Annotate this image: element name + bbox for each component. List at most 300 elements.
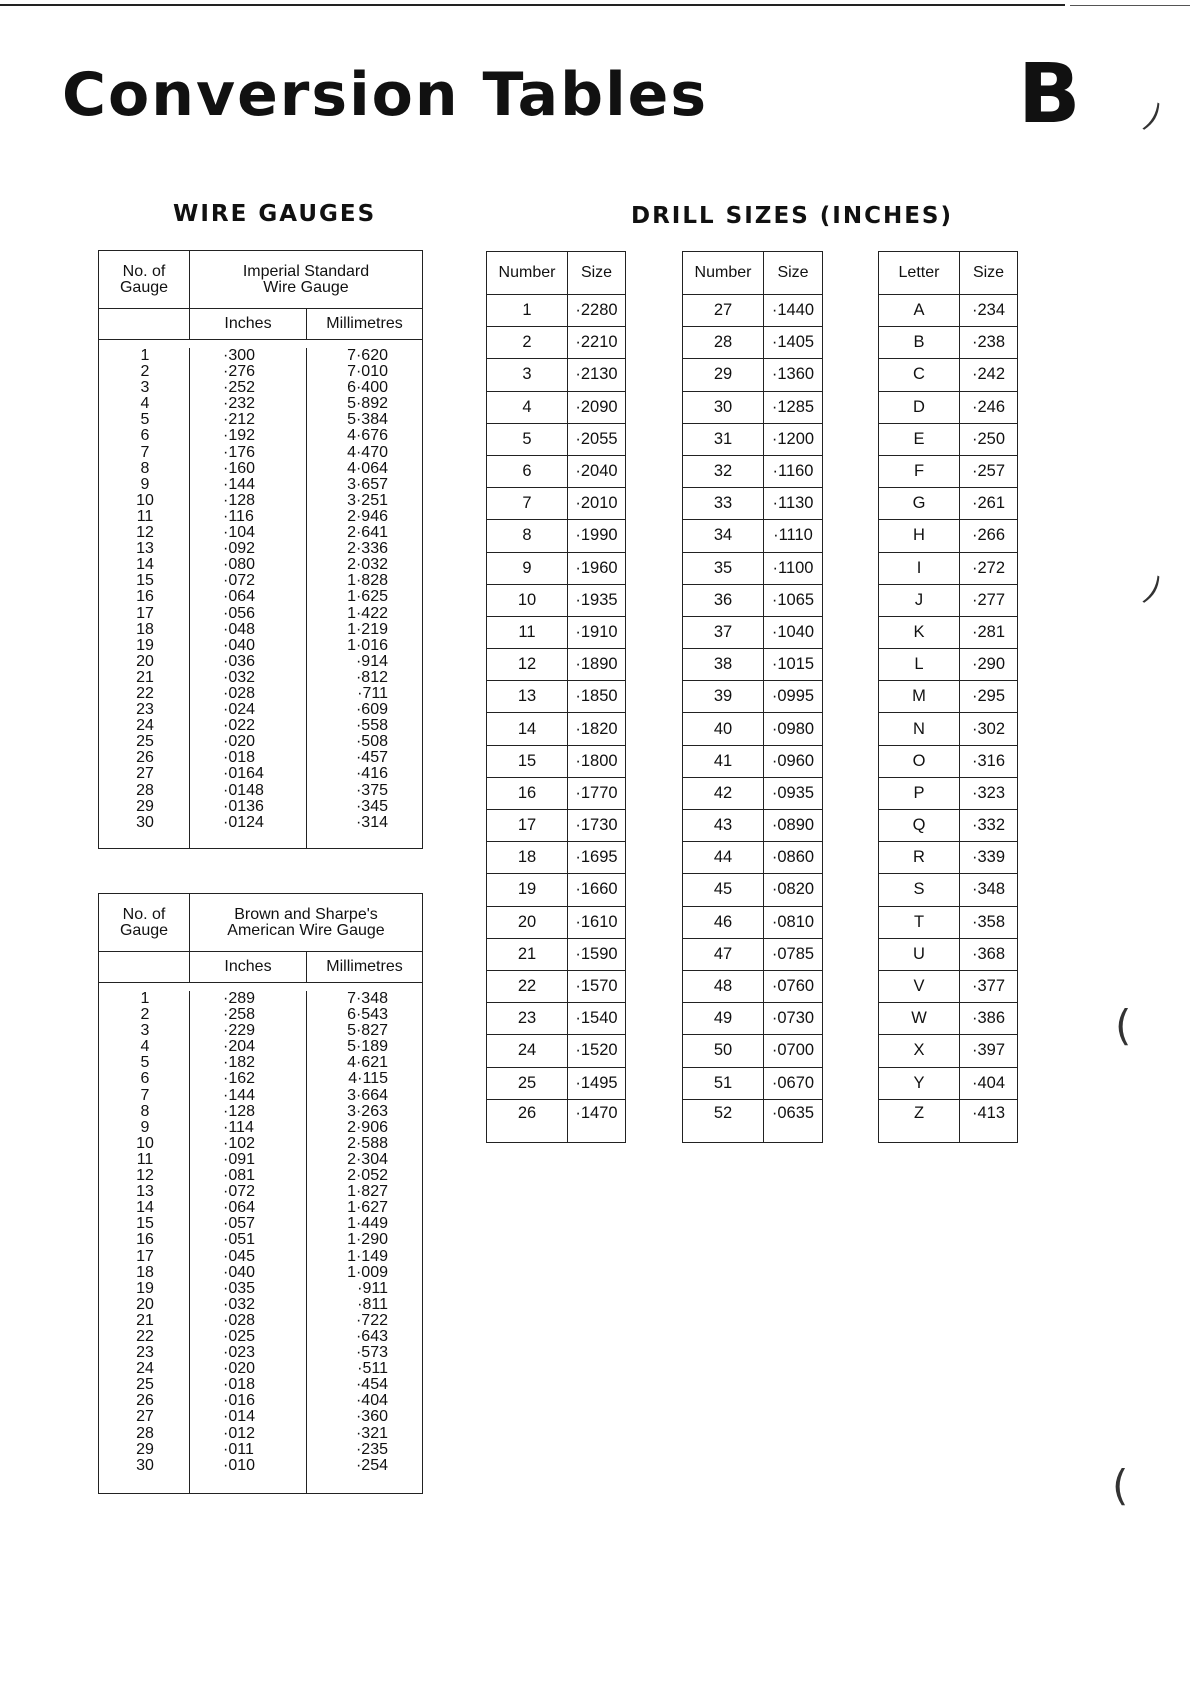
drill-size-cell: ·1890 bbox=[568, 649, 626, 681]
drill-size-cell: ·1730 bbox=[568, 810, 626, 842]
table-cell: ·128 bbox=[223, 491, 256, 509]
drill-size-cell: ·1540 bbox=[568, 1003, 626, 1035]
table-row bbox=[683, 842, 822, 874]
drill-key-cell: 51 bbox=[683, 1067, 764, 1099]
table-row bbox=[683, 1099, 822, 1142]
table-cell: 4·470 bbox=[347, 443, 388, 461]
table-row bbox=[879, 359, 1017, 391]
drill-key-cell: 2 bbox=[487, 327, 568, 359]
millimetres-column-header: Millimetres bbox=[326, 958, 403, 975]
drill-key-cell: J bbox=[879, 584, 960, 616]
table-cell: 4·115 bbox=[348, 1070, 388, 1088]
drill-size-cell: ·0760 bbox=[764, 970, 823, 1002]
table-cell: 7·010 bbox=[347, 363, 388, 381]
table-row bbox=[879, 391, 1017, 423]
drill-key-cell: 4 bbox=[487, 391, 568, 423]
drill-size-cell: ·266 bbox=[960, 520, 1018, 552]
drill-size-cell: ·1910 bbox=[568, 616, 626, 648]
table-cell: ·064 bbox=[223, 588, 256, 606]
drill-key-cell: 42 bbox=[683, 777, 764, 809]
table-row bbox=[487, 327, 625, 359]
table-cell: ·314 bbox=[355, 813, 388, 831]
table-cell: 5·827 bbox=[347, 1022, 388, 1040]
table-cell: 9 bbox=[140, 475, 150, 493]
drill-size-cell: ·2280 bbox=[568, 295, 626, 327]
table-cell: ·035 bbox=[223, 1279, 256, 1297]
table-cell: ·028 bbox=[223, 1311, 256, 1329]
table-body bbox=[99, 983, 422, 1493]
table-cell: 30 bbox=[136, 813, 154, 831]
table-cell: 2·906 bbox=[347, 1118, 388, 1136]
drill-size-cell: ·1590 bbox=[568, 938, 626, 970]
drill-key-cell: 35 bbox=[683, 552, 764, 584]
table-row bbox=[487, 938, 625, 970]
margin-mark: ( bbox=[1112, 1461, 1129, 1510]
table-cell: ·032 bbox=[223, 1295, 256, 1313]
drill-key-cell: L bbox=[879, 649, 960, 681]
table-cell: ·018 bbox=[223, 749, 256, 767]
size-column-header: Size bbox=[568, 252, 626, 295]
table-cell: ·048 bbox=[223, 620, 256, 638]
table-cell: ·229 bbox=[223, 1022, 256, 1040]
drill-key-cell: 36 bbox=[683, 584, 764, 616]
table-cell: ·182 bbox=[223, 1054, 256, 1072]
drill-size-cell: ·316 bbox=[960, 745, 1018, 777]
table-cell: ·064 bbox=[223, 1199, 256, 1217]
table-row bbox=[487, 1035, 625, 1067]
table-cell: 18 bbox=[136, 620, 154, 638]
table-cell: 1·827 bbox=[347, 1183, 388, 1201]
table-row bbox=[683, 681, 822, 713]
table-row bbox=[683, 584, 822, 616]
table-cell: 21 bbox=[136, 668, 154, 686]
drill-size-cell: ·323 bbox=[960, 777, 1018, 809]
drill-key-cell: C bbox=[879, 359, 960, 391]
table-cell: 27 bbox=[136, 1408, 154, 1426]
table-cell: 29 bbox=[136, 797, 154, 815]
drill-size-cell: ·2055 bbox=[568, 423, 626, 455]
table-cell: 27 bbox=[136, 765, 154, 783]
table-row bbox=[879, 423, 1017, 455]
drill-size-cell: ·1850 bbox=[568, 681, 626, 713]
table-cell: ·091 bbox=[223, 1150, 256, 1168]
table-cell: 6·543 bbox=[347, 1006, 388, 1024]
drill-key-cell: T bbox=[879, 906, 960, 938]
table-cell: ·081 bbox=[223, 1167, 256, 1185]
drill-size-cell: ·0860 bbox=[764, 842, 823, 874]
table-row bbox=[683, 777, 822, 809]
drill-size-cell: ·1960 bbox=[568, 552, 626, 584]
drill-key-cell: 17 bbox=[487, 810, 568, 842]
appendix-letter: B bbox=[1018, 47, 1081, 142]
drill-key-cell: F bbox=[879, 455, 960, 487]
table-cell: 2 bbox=[140, 363, 150, 381]
table-row bbox=[683, 1035, 822, 1067]
drill-size-cell: ·242 bbox=[960, 359, 1018, 391]
top-rule bbox=[0, 4, 1065, 6]
table-cell: ·192 bbox=[223, 427, 256, 445]
gauge-subheader-blank bbox=[99, 309, 190, 339]
table-cell: ·811 bbox=[357, 1295, 388, 1313]
table-row bbox=[879, 713, 1017, 745]
table-cell: ·016 bbox=[223, 1392, 256, 1410]
drill-size-cell: ·250 bbox=[960, 423, 1018, 455]
imperial-wire-gauge-table bbox=[98, 250, 423, 849]
table-row bbox=[487, 295, 625, 327]
drill-key-cell: 45 bbox=[683, 874, 764, 906]
drill-size-cell: ·0730 bbox=[764, 1003, 823, 1035]
table-row bbox=[683, 359, 822, 391]
drill-key-cell: 52 bbox=[683, 1099, 764, 1142]
key-column-header: Number bbox=[683, 252, 764, 295]
table-row bbox=[683, 713, 822, 745]
table-row bbox=[879, 874, 1017, 906]
table-cell: 10 bbox=[136, 1134, 154, 1152]
table-cell: ·144 bbox=[223, 475, 256, 493]
table-row bbox=[487, 488, 625, 520]
table-cell: 3 bbox=[140, 379, 150, 397]
drill-size-cell: ·332 bbox=[960, 810, 1018, 842]
drill-key-cell: S bbox=[879, 874, 960, 906]
table-cell: 2·336 bbox=[347, 540, 388, 558]
drill-size-cell: ·261 bbox=[960, 488, 1018, 520]
table-cell: ·102 bbox=[223, 1134, 256, 1152]
standard-header: Brown and Sharpe's American Wire Gauge bbox=[227, 905, 385, 939]
table-row bbox=[683, 520, 822, 552]
drill-key-cell: 6 bbox=[487, 455, 568, 487]
table-cell: ·0148 bbox=[223, 781, 264, 799]
drill-key-cell: 49 bbox=[683, 1003, 764, 1035]
table-cell: 6 bbox=[140, 427, 150, 445]
table-cell: 4·621 bbox=[347, 1054, 388, 1072]
table-row bbox=[683, 1067, 822, 1099]
table-cell: ·114 bbox=[223, 1118, 254, 1136]
drill-table-grid bbox=[683, 252, 822, 1142]
drill-key-cell: 47 bbox=[683, 938, 764, 970]
table-cell: 19 bbox=[136, 636, 154, 654]
drill-size-cell: ·1440 bbox=[764, 295, 823, 327]
drill-key-cell: Z bbox=[879, 1099, 960, 1142]
drill-key-cell: 16 bbox=[487, 777, 568, 809]
drill-key-cell: H bbox=[879, 520, 960, 552]
drill-key-cell: 13 bbox=[487, 681, 568, 713]
table-cell: 23 bbox=[136, 701, 154, 719]
table-row bbox=[879, 777, 1017, 809]
table-cell: 2·588 bbox=[347, 1134, 388, 1152]
table-row bbox=[487, 391, 625, 423]
table-row bbox=[879, 552, 1017, 584]
table-cell: ·345 bbox=[355, 797, 388, 815]
drill-size-cell: ·2090 bbox=[568, 391, 626, 423]
table-cell: ·204 bbox=[223, 1038, 256, 1056]
table-cell: ·028 bbox=[223, 684, 256, 702]
table-cell: ·144 bbox=[223, 1086, 256, 1104]
drill-size-cell: ·339 bbox=[960, 842, 1018, 874]
table-cell: 24 bbox=[136, 1360, 154, 1378]
drill-key-cell: 38 bbox=[683, 649, 764, 681]
inches-column-header: Inches bbox=[190, 952, 307, 982]
drill-size-cell: ·404 bbox=[960, 1067, 1018, 1099]
drill-key-cell: 20 bbox=[487, 906, 568, 938]
drill-key-cell: 11 bbox=[487, 616, 568, 648]
drill-key-cell: 46 bbox=[683, 906, 764, 938]
drill-size-cell: ·1470 bbox=[575, 1103, 618, 1122]
drill-key-cell: 37 bbox=[683, 616, 764, 648]
table-row bbox=[879, 681, 1017, 713]
table-row bbox=[487, 1003, 625, 1035]
drill-size-cell: ·1160 bbox=[764, 455, 823, 487]
table-cell: 11 bbox=[136, 1150, 154, 1168]
drill-key-cell: 30 bbox=[683, 391, 764, 423]
table-cell: 2·641 bbox=[347, 524, 388, 542]
table-row bbox=[683, 810, 822, 842]
drill-size-cell: ·302 bbox=[960, 713, 1018, 745]
drill-size-cell: ·1695 bbox=[568, 842, 626, 874]
table-cell: ·511 bbox=[357, 1360, 388, 1378]
drill-size-cell: ·413 bbox=[971, 1103, 1006, 1122]
drill-number-table-1 bbox=[486, 251, 626, 1143]
table-cell: ·128 bbox=[223, 1102, 256, 1120]
drill-key-cell: A bbox=[879, 295, 960, 327]
table-cell: 15 bbox=[136, 1215, 154, 1233]
table-row bbox=[683, 970, 822, 1002]
table-cell: 20 bbox=[136, 652, 154, 670]
table-cell: 7 bbox=[140, 1086, 150, 1104]
table-row bbox=[879, 520, 1017, 552]
table-cell: ·321 bbox=[355, 1424, 388, 1442]
table-cell: 16 bbox=[136, 588, 154, 606]
drill-size-cell: ·1110 bbox=[764, 520, 823, 552]
drill-key-cell: 50 bbox=[683, 1035, 764, 1067]
table-cell: ·404 bbox=[355, 1392, 388, 1410]
table-cell: 15 bbox=[136, 572, 154, 590]
drill-size-cell: ·0820 bbox=[764, 874, 823, 906]
table-row bbox=[487, 359, 625, 391]
page-title: Conversion Tables bbox=[62, 60, 709, 130]
drill-letter-table bbox=[878, 251, 1018, 1143]
table-cell: 1·149 bbox=[347, 1247, 388, 1265]
drill-key-cell: 18 bbox=[487, 842, 568, 874]
table-cell: 5 bbox=[140, 1054, 150, 1072]
table-cell: 2·032 bbox=[347, 556, 388, 574]
table-row bbox=[879, 327, 1017, 359]
drill-size-cell: ·1200 bbox=[764, 423, 823, 455]
table-cell: 1 bbox=[140, 347, 150, 364]
drill-size-cell: ·348 bbox=[960, 874, 1018, 906]
table-cell: 26 bbox=[136, 749, 154, 767]
table-cell: ·023 bbox=[223, 1344, 256, 1362]
table-cell: 20 bbox=[136, 1295, 154, 1313]
table-cell: ·254 bbox=[355, 1456, 388, 1474]
drill-size-cell: ·2210 bbox=[568, 327, 626, 359]
table-cell: ·643 bbox=[355, 1327, 388, 1345]
table-cell: 7·348 bbox=[347, 990, 388, 1007]
drill-size-cell: ·0890 bbox=[764, 810, 823, 842]
table-row bbox=[879, 488, 1017, 520]
drill-key-cell: 7 bbox=[487, 488, 568, 520]
table-cell: ·252 bbox=[223, 379, 256, 397]
drill-key-cell: N bbox=[879, 713, 960, 745]
drill-key-cell: 48 bbox=[683, 970, 764, 1002]
table-cell: ·024 bbox=[223, 701, 256, 719]
table-cell: 8 bbox=[140, 1102, 150, 1120]
table-row bbox=[487, 423, 625, 455]
drill-key-cell: V bbox=[879, 970, 960, 1002]
drill-key-cell: R bbox=[879, 842, 960, 874]
drill-size-cell: ·1360 bbox=[764, 359, 823, 391]
drill-key-cell: 5 bbox=[487, 423, 568, 455]
table-row bbox=[487, 874, 625, 906]
table-cell: 5·892 bbox=[347, 395, 388, 413]
drill-size-cell: ·1130 bbox=[764, 488, 823, 520]
table-row bbox=[683, 649, 822, 681]
table-cell: ·022 bbox=[223, 717, 256, 735]
table-cell: ·072 bbox=[223, 1183, 256, 1201]
drill-key-cell: 9 bbox=[487, 552, 568, 584]
table-row bbox=[683, 874, 822, 906]
table-row bbox=[487, 810, 625, 842]
drill-size-cell: ·246 bbox=[960, 391, 1018, 423]
table-cell: ·375 bbox=[355, 781, 388, 799]
table-row bbox=[879, 906, 1017, 938]
table-row bbox=[683, 906, 822, 938]
table-cell: 17 bbox=[136, 604, 154, 622]
table-cell: ·508 bbox=[355, 733, 388, 751]
table-header-row bbox=[487, 252, 625, 295]
table-cell: ·722 bbox=[355, 1311, 388, 1329]
drill-key-cell: 23 bbox=[487, 1003, 568, 1035]
table-row bbox=[879, 842, 1017, 874]
table-cell: 13 bbox=[136, 1183, 154, 1201]
table-cell: ·289 bbox=[223, 990, 256, 1007]
table-row bbox=[879, 1035, 1017, 1067]
table-row bbox=[487, 584, 625, 616]
table-cell: 1·009 bbox=[347, 1263, 388, 1281]
table-cell: 16 bbox=[136, 1231, 154, 1249]
margin-mark: ‿ bbox=[1114, 560, 1163, 604]
drill-key-cell: 1 bbox=[487, 295, 568, 327]
drill-key-cell: 22 bbox=[487, 970, 568, 1002]
drill-size-cell: ·1990 bbox=[568, 520, 626, 552]
drill-size-cell: ·1820 bbox=[568, 713, 626, 745]
table-cell: ·040 bbox=[223, 1263, 256, 1281]
drill-size-cell: ·1610 bbox=[568, 906, 626, 938]
drill-key-cell: 21 bbox=[487, 938, 568, 970]
drill-key-cell: G bbox=[879, 488, 960, 520]
table-cell: 11 bbox=[136, 507, 154, 525]
table-cell: ·014 bbox=[223, 1408, 256, 1426]
inches-column bbox=[190, 991, 307, 1493]
gauge-column bbox=[99, 991, 190, 1493]
table-row bbox=[487, 649, 625, 681]
table-cell: ·040 bbox=[223, 636, 256, 654]
table-cell: ·010 bbox=[223, 1456, 256, 1474]
table-cell: 25 bbox=[136, 733, 154, 751]
table-cell: 1·422 bbox=[347, 604, 388, 622]
drill-key-cell: B bbox=[879, 327, 960, 359]
drill-size-cell: ·238 bbox=[960, 327, 1018, 359]
drill-key-cell: X bbox=[879, 1035, 960, 1067]
table-row bbox=[487, 681, 625, 713]
table-row bbox=[879, 584, 1017, 616]
table-cell: ·057 bbox=[223, 1215, 256, 1233]
table-header-row bbox=[683, 252, 822, 295]
drill-key-cell: 44 bbox=[683, 842, 764, 874]
table-cell: ·104 bbox=[223, 524, 256, 542]
table-row bbox=[683, 938, 822, 970]
drill-key-cell: 43 bbox=[683, 810, 764, 842]
inches-column bbox=[190, 348, 307, 848]
table-cell: 5 bbox=[140, 411, 150, 429]
table-cell: ·032 bbox=[223, 668, 256, 686]
table-cell: 1·828 bbox=[347, 572, 388, 590]
gauge-column-header: No. of Gauge bbox=[99, 894, 190, 951]
drill-key-cell: 34 bbox=[683, 520, 764, 552]
table-cell: 14 bbox=[136, 556, 154, 574]
drill-key-cell: 39 bbox=[683, 681, 764, 713]
drill-key-cell: 14 bbox=[487, 713, 568, 745]
table-row bbox=[487, 455, 625, 487]
table-cell: ·0136 bbox=[223, 797, 264, 815]
table-body bbox=[99, 340, 422, 848]
table-cell: 1·625 bbox=[347, 588, 388, 606]
table-row bbox=[487, 713, 625, 745]
table-cell: 6·400 bbox=[347, 379, 388, 397]
margin-mark: ( bbox=[1115, 1001, 1132, 1050]
table-row bbox=[683, 423, 822, 455]
table-cell: 2 bbox=[140, 1006, 150, 1024]
table-cell: 4·064 bbox=[347, 459, 388, 477]
table-cell: 26 bbox=[136, 1392, 154, 1410]
drill-size-cell: ·0960 bbox=[764, 745, 823, 777]
drill-size-cell: ·0810 bbox=[764, 906, 823, 938]
drill-key-cell: W bbox=[879, 1003, 960, 1035]
table-cell: 9 bbox=[140, 1118, 150, 1136]
drill-size-cell: ·0700 bbox=[764, 1035, 823, 1067]
millimetres-column bbox=[307, 991, 422, 1493]
table-row bbox=[879, 1067, 1017, 1099]
drill-number-table-2 bbox=[682, 251, 823, 1143]
table-row bbox=[879, 295, 1017, 327]
table-cell: ·0124 bbox=[223, 813, 264, 831]
table-cell: ·012 bbox=[223, 1424, 256, 1442]
drill-key-cell: 3 bbox=[487, 359, 568, 391]
table-cell: 28 bbox=[136, 1424, 154, 1442]
table-cell: ·911 bbox=[357, 1279, 388, 1297]
drill-size-cell: ·0995 bbox=[764, 681, 823, 713]
top-rule-right bbox=[1070, 5, 1190, 6]
table-cell: ·092 bbox=[223, 540, 256, 558]
table-row bbox=[683, 745, 822, 777]
table-cell: 3·263 bbox=[347, 1102, 388, 1120]
drill-size-cell: ·358 bbox=[960, 906, 1018, 938]
table-cell: 12 bbox=[136, 524, 154, 542]
table-cell: 1 bbox=[140, 990, 150, 1007]
drill-key-cell: I bbox=[879, 552, 960, 584]
drill-size-cell: ·1040 bbox=[764, 616, 823, 648]
table-row bbox=[487, 552, 625, 584]
table-cell: ·162 bbox=[223, 1070, 256, 1088]
standard-header: Imperial Standard Wire Gauge bbox=[242, 262, 370, 296]
table-row bbox=[683, 488, 822, 520]
drill-key-cell: M bbox=[879, 681, 960, 713]
table-row bbox=[683, 327, 822, 359]
table-cell: 5·189 bbox=[347, 1038, 388, 1056]
drill-size-cell: ·1770 bbox=[568, 777, 626, 809]
table-row bbox=[683, 1003, 822, 1035]
millimetres-column-header: Millimetres bbox=[326, 315, 403, 332]
table-row bbox=[487, 906, 625, 938]
